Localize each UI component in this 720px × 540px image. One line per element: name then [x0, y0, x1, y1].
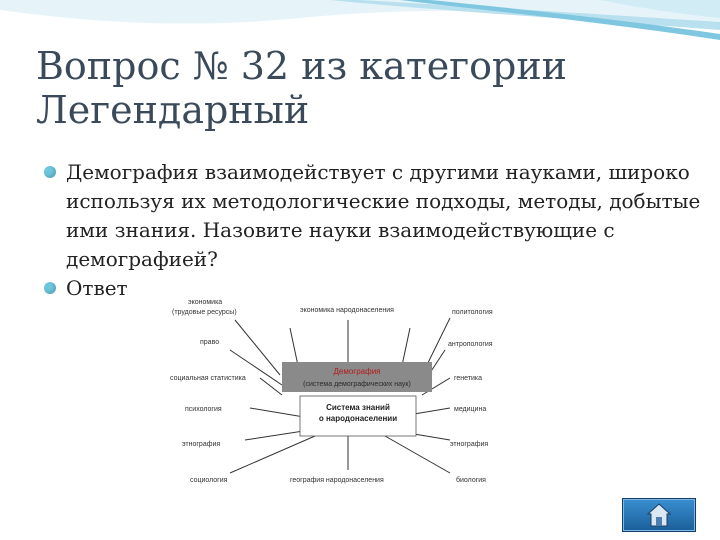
node-social-statistics: социальная статистика [170, 375, 246, 382]
home-button[interactable] [622, 498, 696, 532]
bullet-icon [44, 166, 56, 178]
node-political-science: политология [452, 309, 493, 316]
node-population-geography: география народонаселения [290, 477, 384, 484]
center-subtitle: (система демографических наук) [303, 381, 411, 388]
home-icon [646, 502, 672, 528]
node-law: право [200, 339, 220, 346]
center-title: Демография [333, 367, 381, 376]
node-anthropology: антропология [448, 341, 493, 348]
node-biology: биология [456, 477, 486, 484]
bullet-question [42, 158, 702, 274]
node-genetics: генетика [454, 375, 483, 382]
title-line-2: Легендарный [36, 88, 310, 132]
node-labor-resources: (трудовые ресурсы) [172, 309, 237, 316]
node-ethnography-left: этнография [182, 441, 221, 448]
knowledge-line-2: о народонаселении [318, 414, 398, 423]
demography-diagram [160, 290, 540, 500]
bullet-list [42, 158, 702, 303]
answer-label: Ответ [66, 276, 128, 300]
bullet-icon [44, 282, 56, 294]
node-economics: экономика [188, 299, 223, 306]
node-sociology: социология [190, 477, 228, 484]
slide-title [36, 44, 696, 132]
node-population-economics: экономика народонаселения [300, 307, 394, 314]
title-line-1: Вопрос № 32 из категории [36, 44, 567, 88]
knowledge-line-1: Система знаний [326, 403, 390, 412]
node-medicine: медицина [454, 406, 487, 413]
node-ethnography-right: этнография [450, 441, 489, 448]
node-psychology: психология [185, 406, 222, 413]
question-text: Демография взаимодействует с другими науками, широко используя их методологические подходы, методы, добытые ими знания. Назовите науки взаимодействующие с демографией? [66, 160, 701, 271]
